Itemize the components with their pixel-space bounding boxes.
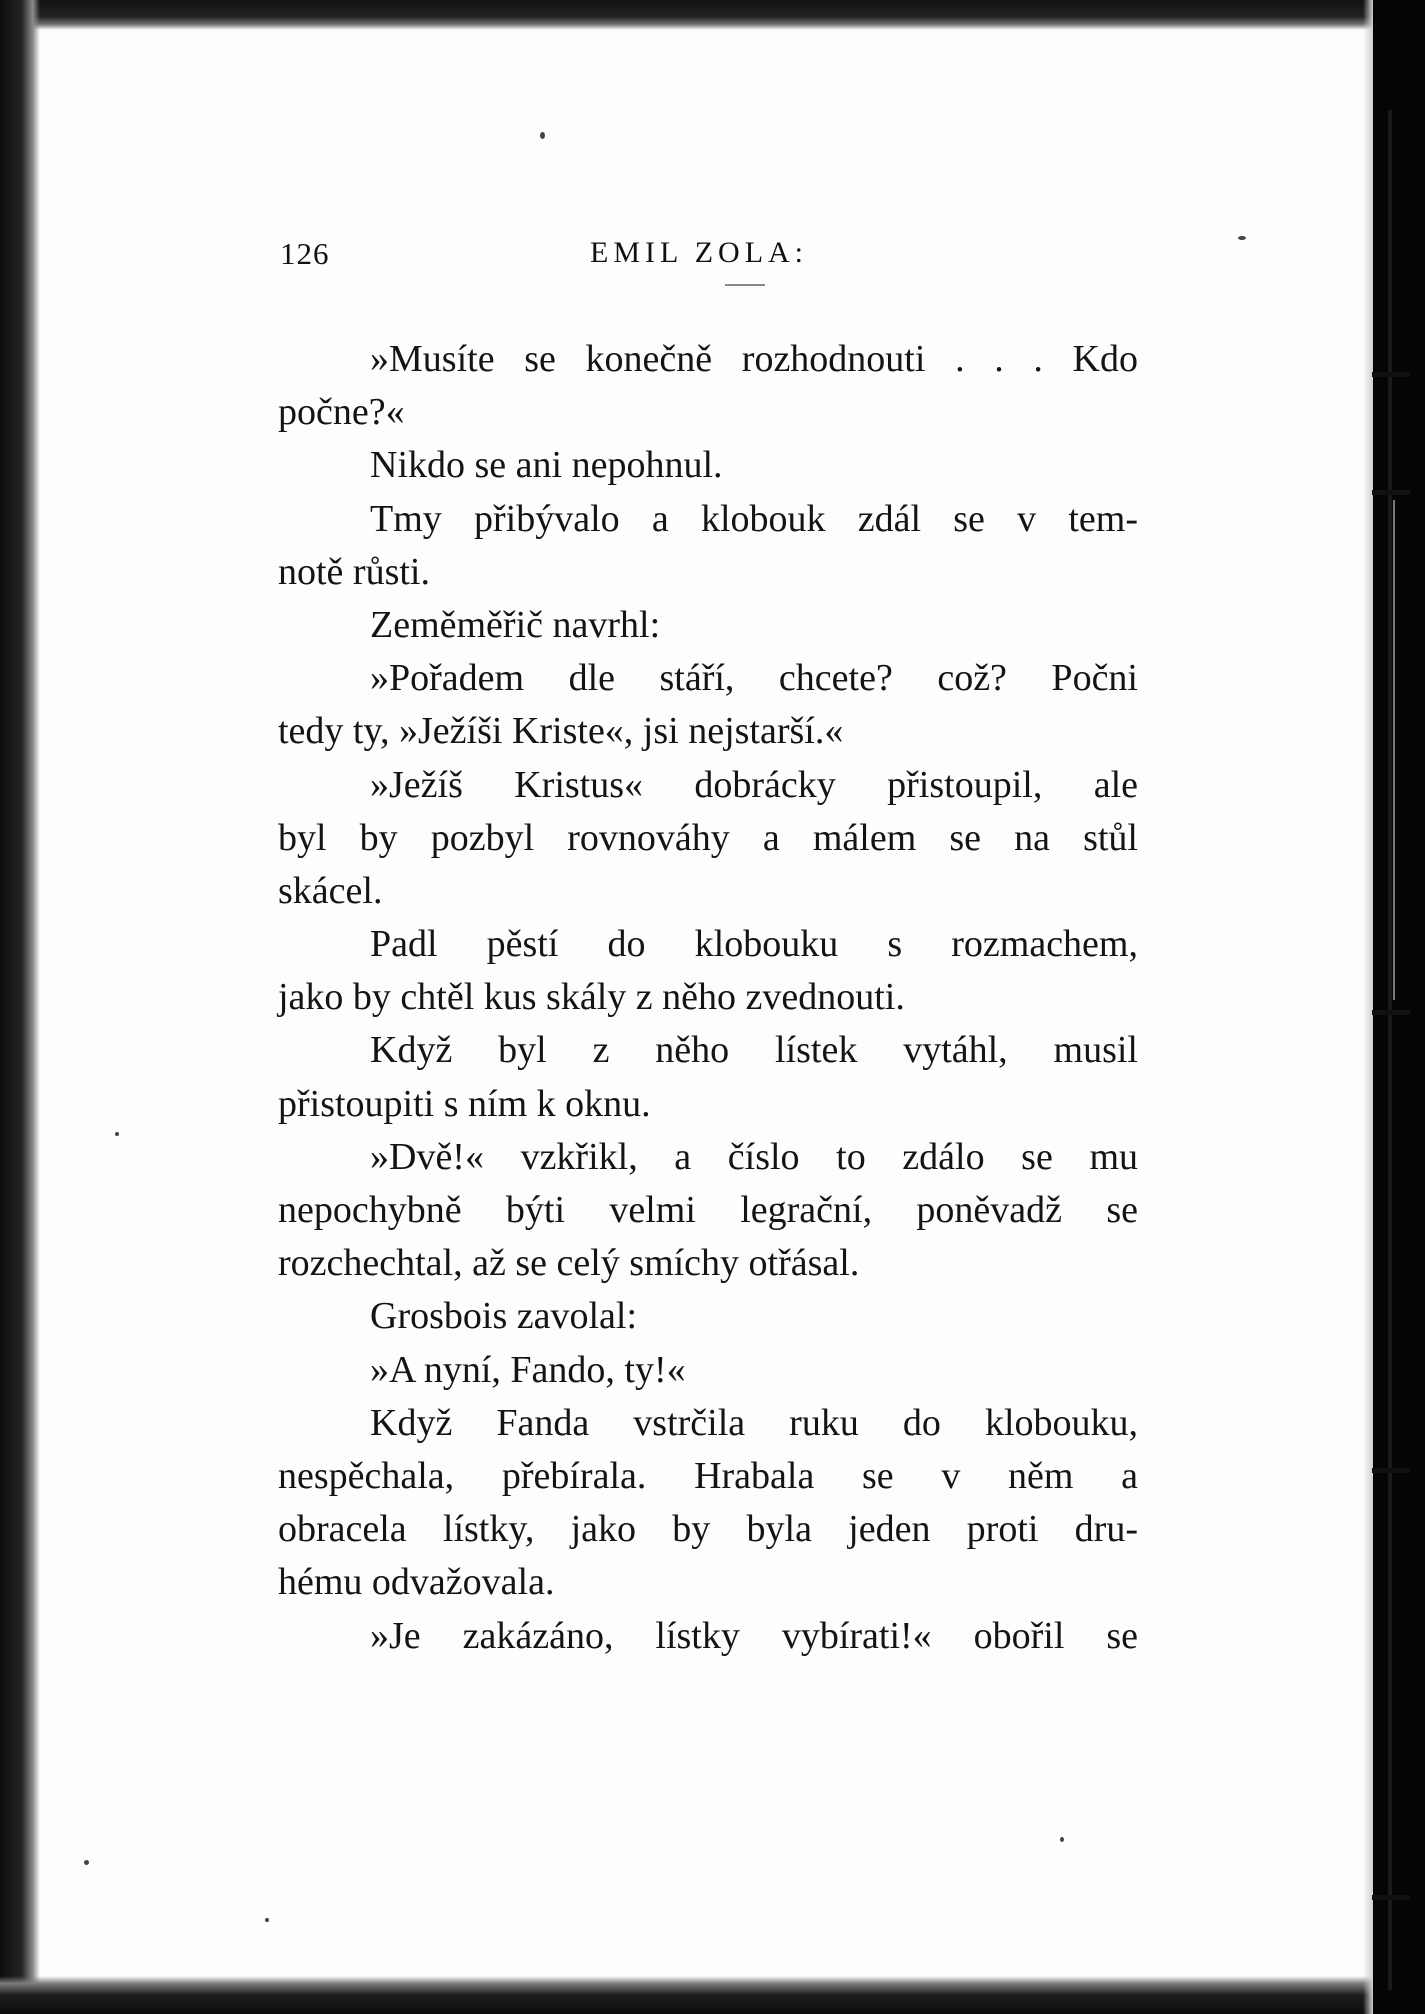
text-line: nepochybně býti velmi legrační, poněvadž se: [278, 1189, 1138, 1231]
page-edge-mark: [1372, 1010, 1410, 1015]
page-edge-line-thin: [1393, 500, 1395, 1000]
text-line: přistoupiti s ním k oknu.: [278, 1082, 651, 1125]
text-line: Nikdo se ani nepohnul.: [370, 444, 723, 487]
text-line: skácel.: [278, 869, 383, 912]
text-line: Zeměměřič navrhl:: [370, 603, 661, 646]
page-number: 126: [280, 236, 330, 271]
text-line: hému odvažovala.: [278, 1561, 555, 1604]
running-head-title: EMIL ZOLA:: [590, 236, 809, 269]
text-line: »Dvě!« vzkřikl, a číslo to zdálo se mu: [370, 1135, 1138, 1178]
scan-speck: [540, 132, 545, 139]
text-line: Grosbois zavolal:: [370, 1295, 638, 1338]
text-line: rozchechtal, až se celý smíchy otřásal.: [278, 1242, 860, 1285]
text-line: počne?«: [278, 391, 405, 434]
header-rule: [725, 284, 765, 286]
text-line: »A nyní, Fando, ty!«: [370, 1348, 686, 1391]
text-line: Když Fanda vstrčila ruku do klobouku,: [370, 1401, 1138, 1444]
text-line: nespěchala, přebírala. Hrabala se v něm a: [278, 1454, 1138, 1497]
page-edge-mark: [1372, 372, 1410, 377]
text-line: notě růsti.: [278, 550, 430, 593]
text-line: tedy ty, »Ježíši Kriste«, jsi nejstarší.«: [278, 710, 844, 753]
text-line: obracela lístky, jako by byla jeden proti dru-: [278, 1508, 1138, 1551]
page-edge-line: [1388, 110, 1392, 1990]
page-edge-mark: [1372, 1468, 1410, 1473]
text-line: »Ježíš Kristus« dobrácky přistoupil, ale: [370, 763, 1138, 806]
body-text: [278, 333, 1138, 1663]
text-line: »Je zakázáno, lístky vybírati!« obořil se: [370, 1614, 1138, 1657]
text-line: Padl pěstí do klobouku s rozmachem,: [370, 923, 1138, 966]
scan-speck: [84, 1860, 89, 1865]
scan-speck: [1060, 1837, 1064, 1842]
page-edge-mark: [1372, 1895, 1410, 1900]
scan-border-right-shade: [1363, 0, 1373, 2014]
text-line: Tmy přibývalo a klobouk zdál se v tem-: [370, 497, 1138, 540]
scan-border-bottom: [0, 1976, 1425, 2014]
page-edge-mark: [1372, 490, 1410, 495]
text-line: Když byl z něho lístek vytáhl, musil: [370, 1029, 1138, 1072]
text-line: »Pořadem dle stáří, chcete? což? Počni: [370, 657, 1138, 700]
text-line: »Musíte se konečně rozhodnouti . . . Kdo: [370, 338, 1138, 380]
scan-border-left: [0, 0, 40, 2014]
scan-border-top: [0, 0, 1425, 30]
scan-border-right: [1373, 0, 1425, 2014]
text-line: byl by pozbyl rovnováhy a málem se na stůl: [278, 816, 1138, 859]
scan-speck: [265, 1918, 269, 1922]
text-line: jako by chtěl kus skály z něho zvednouti.: [278, 976, 905, 1019]
running-header: [0, 230, 1425, 280]
scan-speck: [115, 1132, 119, 1136]
